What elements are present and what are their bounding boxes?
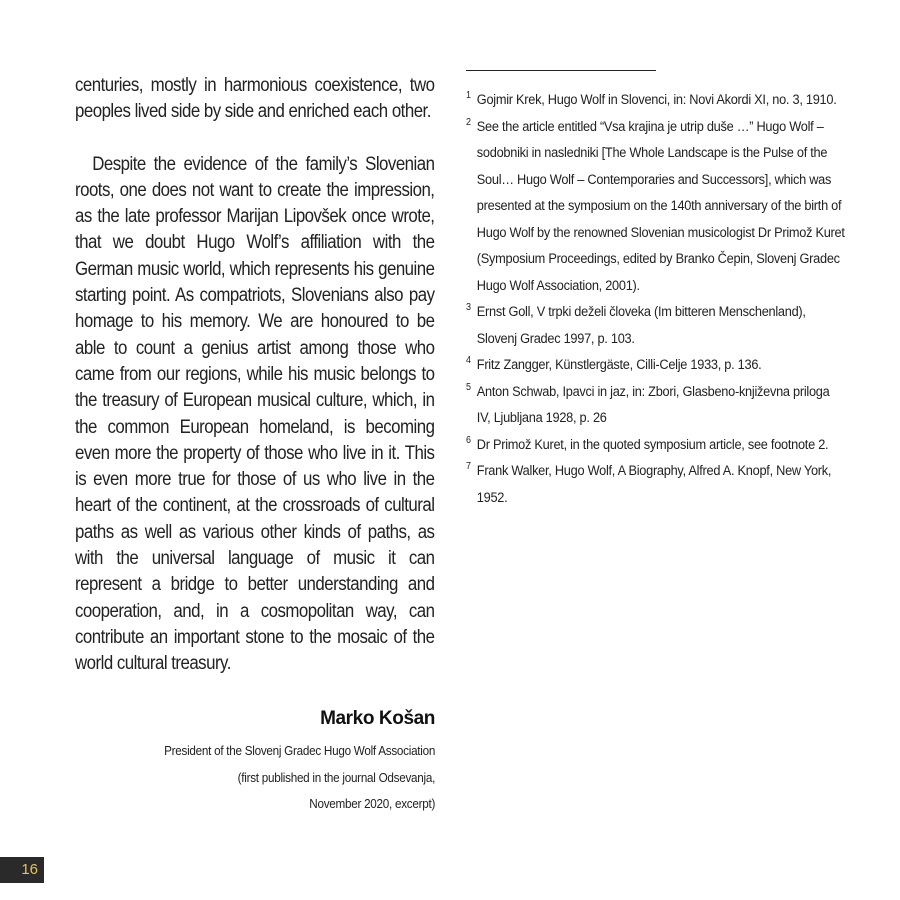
footnote-item (466, 299, 846, 352)
footnote-number: 1 (466, 90, 471, 101)
footnote-item (466, 458, 846, 511)
footnote-number: 6 (466, 434, 471, 446)
footnote-text: Anton Schwab, Ipavci in jaz, in: Zbori, Glasbeno-književna priloga IV, Ljubljana 1928, p. 26 (476, 383, 830, 426)
footnote-number: 7 (466, 461, 471, 472)
footnote-item (466, 114, 846, 300)
footnote-divider (466, 70, 656, 71)
footnotes-column (466, 70, 846, 511)
paragraph-2: Despite the evidence of the family’s Slovenian roots, one does not want to create the impression, as the late professor Marijan Lipovšek once wrote, that we doubt Hugo Wolf’s affiliation with the German music world, which represents his genuine starting point. As compatriots, Slovenians also pay homage to his memory. We are honoured to be able to count a genius artist among those who came from our regions, while his music belongs to the treasury of European musical culture, which, in the common European homeland, is becoming even more the property of those who live in it. This is even more true for those of us who live in the heart of the continent, at the crossroads of cultural paths as well as various other kinds of paths, as with the universal language of music it can represent a bridge to better understanding and cooperation, and, in a cosmopolitan way, can contribute an important stone to the mosaic of the world cultural treasury. (75, 152, 435, 675)
footnote-number: 4 (466, 355, 471, 366)
footnote-text: Frank Walker, Hugo Wolf, A Biography, Alfred A. Knopf, New York, 1952. (476, 463, 832, 506)
publication-date: November 2020, excerpt) (309, 796, 435, 811)
footnote-list (466, 87, 846, 511)
author-title: President of the Slovenj Gradec Hugo Wolf Association (164, 743, 435, 758)
footnote-text: Gojmir Krek, Hugo Wolf in Slovenci, in: Novi Akordi XI, no. 3, 1910. (476, 92, 837, 108)
footnote-item (466, 352, 846, 379)
paragraph-1: centuries, mostly in harmonious coexistence, two peoples lived side by side and enriched each other. (75, 74, 435, 123)
page-number: 16 (0, 857, 44, 883)
footnote-text: Ernst Goll, V trpki deželi človeka (Im bitteren Menschenland), Slovenj Gradec 1997, p. 103. (476, 304, 806, 347)
footnote-item (466, 87, 846, 114)
footnote-number: 5 (466, 381, 471, 393)
footnote-text: Dr Primož Kuret, in the quoted symposium article, see footnote 2. (476, 436, 829, 453)
main-text-column (75, 72, 435, 677)
footnote-text: Fritz Zangger, Künstlergäste, Cilli-Celje 1933, p. 136. (476, 357, 762, 373)
footnote-item (466, 379, 846, 432)
footnote-number: 2 (466, 116, 471, 128)
publication-note: (first published in the journal Odsevanja, (237, 769, 435, 785)
author-name: Marko Košan (320, 708, 435, 729)
footnote-item (466, 432, 846, 459)
footnote-number: 3 (466, 302, 471, 313)
signature-block (134, 708, 435, 818)
footnote-text: See the article entitled “Vsa krajina je utrip duše …” Hugo Wolf – sodobniki in nasledniki [The Whole Landscape is the Pulse of the Soul… Hugo Wolf – Contemporaries and Successors], which was presented at the symposium on the 140th anniversary of the birth of Hugo Wolf by the renowned Slovenian musicologist Dr Primož Kuret (Symposium Proceedings, edited by Branko Čepin, Slovenj Gradec Hugo Wolf Association, 2001). (476, 118, 845, 294)
